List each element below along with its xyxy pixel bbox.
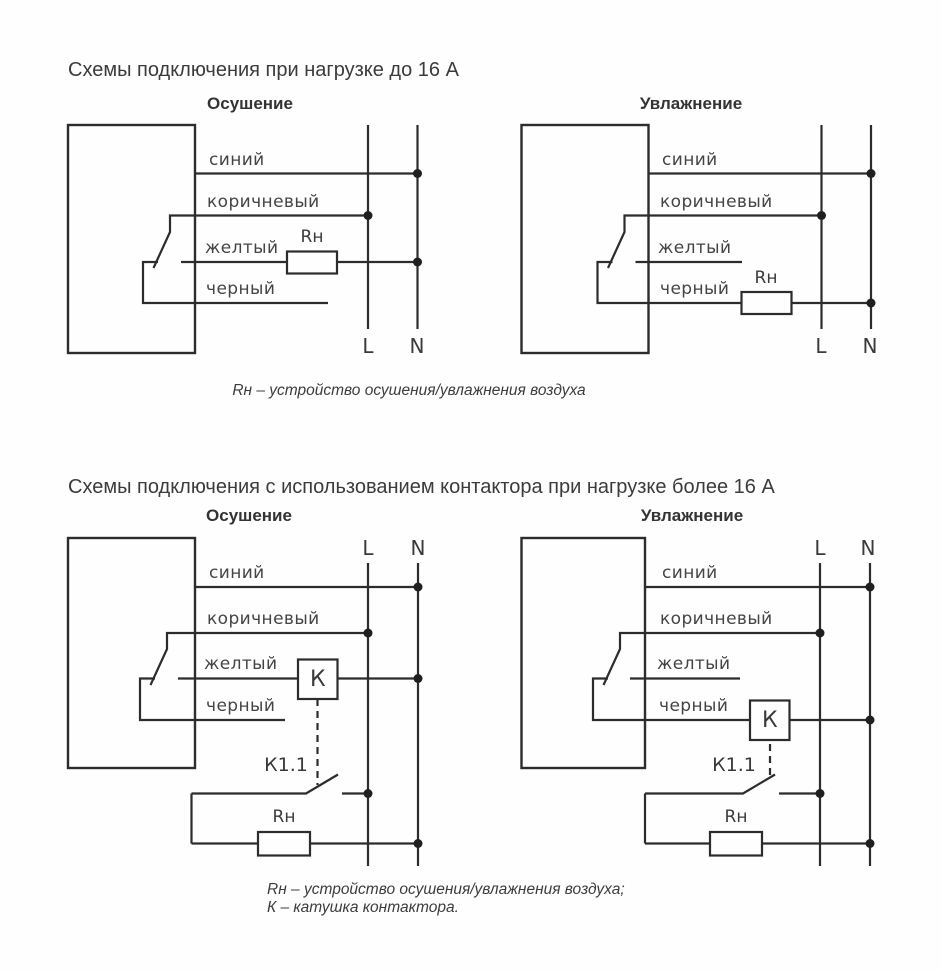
device-box — [68, 125, 195, 353]
junction-dot — [816, 789, 825, 798]
aux-contact-k11 — [645, 775, 820, 794]
wire-black-with-contact-bracket — [593, 679, 870, 721]
section1-caption: Rн – устройство осушения/увлажнения воздуха — [232, 382, 586, 399]
wire-label-brown: коричневый — [660, 192, 773, 212]
wire-label-black: черный — [660, 279, 730, 299]
junction-dot — [816, 629, 825, 638]
load-resistor-box — [287, 252, 337, 274]
wire-label-black: черный — [206, 696, 276, 716]
wire-label-blue: синий — [209, 563, 265, 583]
junction-dot — [414, 839, 423, 848]
wire-label-yellow: желтый — [658, 238, 732, 258]
section2-right-subtitle: Увлажнение — [640, 506, 744, 525]
wire-black-with-contact-bracket — [598, 262, 872, 303]
wire-label-yellow: желтый — [657, 654, 731, 674]
n-terminal-label: N — [409, 334, 425, 358]
junction-dot — [867, 299, 876, 308]
wire-label-brown: коричневый — [660, 609, 773, 629]
section2-title: Схемы подключения с использованием контактора при нагрузке более 16 А — [68, 476, 775, 498]
l-terminal-label: L — [814, 536, 826, 560]
junction-dot — [413, 169, 422, 178]
aux-contact-k11 — [192, 775, 369, 794]
n-terminal-label: N — [862, 334, 878, 358]
wire-label-black: черный — [659, 696, 729, 716]
aux-contact-label: К1.1 — [712, 754, 756, 776]
load-label: Rн — [724, 807, 748, 827]
load-resistor-box — [710, 832, 762, 856]
wire-label-blue: синий — [209, 150, 265, 170]
load-label: Rн — [272, 807, 296, 827]
wire-label-brown: коричневый — [207, 609, 320, 629]
load-resistor-box — [742, 292, 792, 314]
junction-dot — [413, 258, 422, 267]
junction-dot — [866, 583, 875, 592]
junction-dot — [866, 716, 875, 725]
wire-label-brown: коричневый — [207, 192, 320, 212]
junction-dot — [414, 583, 423, 592]
l-terminal-label: L — [815, 334, 827, 358]
junction-dot — [867, 169, 876, 178]
l-terminal-label: L — [362, 334, 374, 358]
n-terminal-label: N — [860, 536, 876, 560]
wire-label-blue: синий — [662, 563, 718, 583]
junction-dot — [364, 789, 373, 798]
junction-dot — [866, 839, 875, 848]
junction-dot — [364, 211, 373, 220]
section1-left-subtitle: Осушение — [207, 94, 293, 113]
load-label: Rн — [300, 227, 324, 247]
load-label: Rн — [754, 268, 778, 288]
wire-label-black: черный — [206, 279, 276, 299]
wire-label-yellow: желтый — [204, 654, 278, 674]
l-terminal-label: L — [362, 536, 374, 560]
junction-dot — [414, 674, 423, 683]
device-box — [522, 538, 646, 768]
junction-dot — [817, 211, 826, 220]
section1-title: Схемы подключения при нагрузке до 16 А — [68, 59, 459, 81]
contactor-coil-label: К — [761, 707, 778, 733]
device-box — [522, 125, 649, 353]
section2-caption-line2: К – катушка контактора. — [267, 899, 459, 916]
load-resistor-box — [258, 832, 310, 856]
contactor-coil-label: К — [309, 666, 326, 692]
section2-left-subtitle: Осушение — [206, 506, 292, 525]
section1-right-subtitle: Увлажнение — [639, 94, 743, 113]
section2-caption-line1: Rн – устройство осушения/увлажнения воздуха; — [267, 881, 625, 898]
junction-dot — [364, 629, 373, 638]
wire-label-blue: синий — [662, 150, 718, 170]
wire-label-yellow: желтый — [205, 238, 279, 258]
n-terminal-label: N — [410, 536, 426, 560]
device-box — [68, 538, 195, 768]
aux-contact-label: К1.1 — [264, 754, 308, 776]
